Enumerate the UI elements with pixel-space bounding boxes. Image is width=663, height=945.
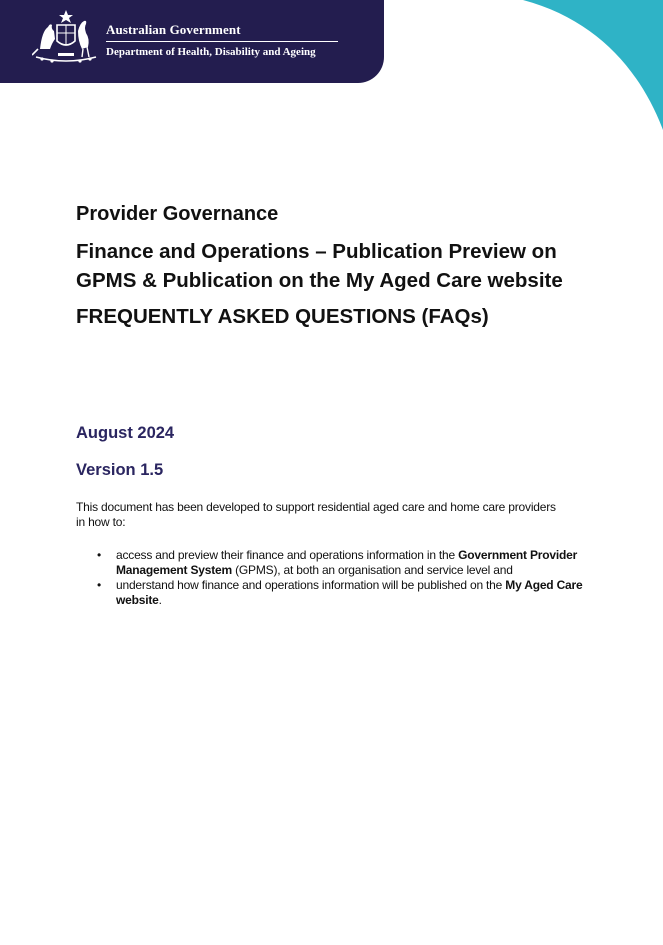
intro-paragraph: This document has been developed to support residential aged care and home care providers in how to: xyxy=(76,500,556,529)
my-aged-care-name: My Aged Care website xyxy=(116,578,583,607)
bullet-list xyxy=(76,548,596,608)
department-name: Department of Health, Disability and Ageing xyxy=(106,46,316,58)
header-divider xyxy=(106,41,338,42)
bullet-icon: • xyxy=(97,578,102,592)
document-version: Version 1.5 xyxy=(76,461,164,479)
government-banner xyxy=(0,0,384,83)
gpms-name: Government Provider Management System xyxy=(116,548,578,577)
list-item: • understand how finance and operations information will be published on the My Aged Care website. xyxy=(97,578,583,607)
bullet-icon: • xyxy=(97,548,102,562)
title-block xyxy=(76,201,616,331)
document-subtitle: Provider Governance xyxy=(76,203,279,225)
coat-of-arms-icon xyxy=(32,9,100,65)
document-date: August 2024 xyxy=(76,424,175,442)
faq-heading: FREQUENTLY ASKED QUESTIONS (FAQs) xyxy=(76,305,489,328)
document-title: Finance and Operations – Publication Preview on GPMS & Publication on the My Aged Care website xyxy=(76,240,563,292)
list-item: • access and preview their finance and operations information in the Government Provider Management System (GPMS), at both an organisation and service level and xyxy=(97,548,578,577)
corner-swoosh-decoration xyxy=(523,0,663,130)
government-name: Australian Government xyxy=(106,22,241,37)
